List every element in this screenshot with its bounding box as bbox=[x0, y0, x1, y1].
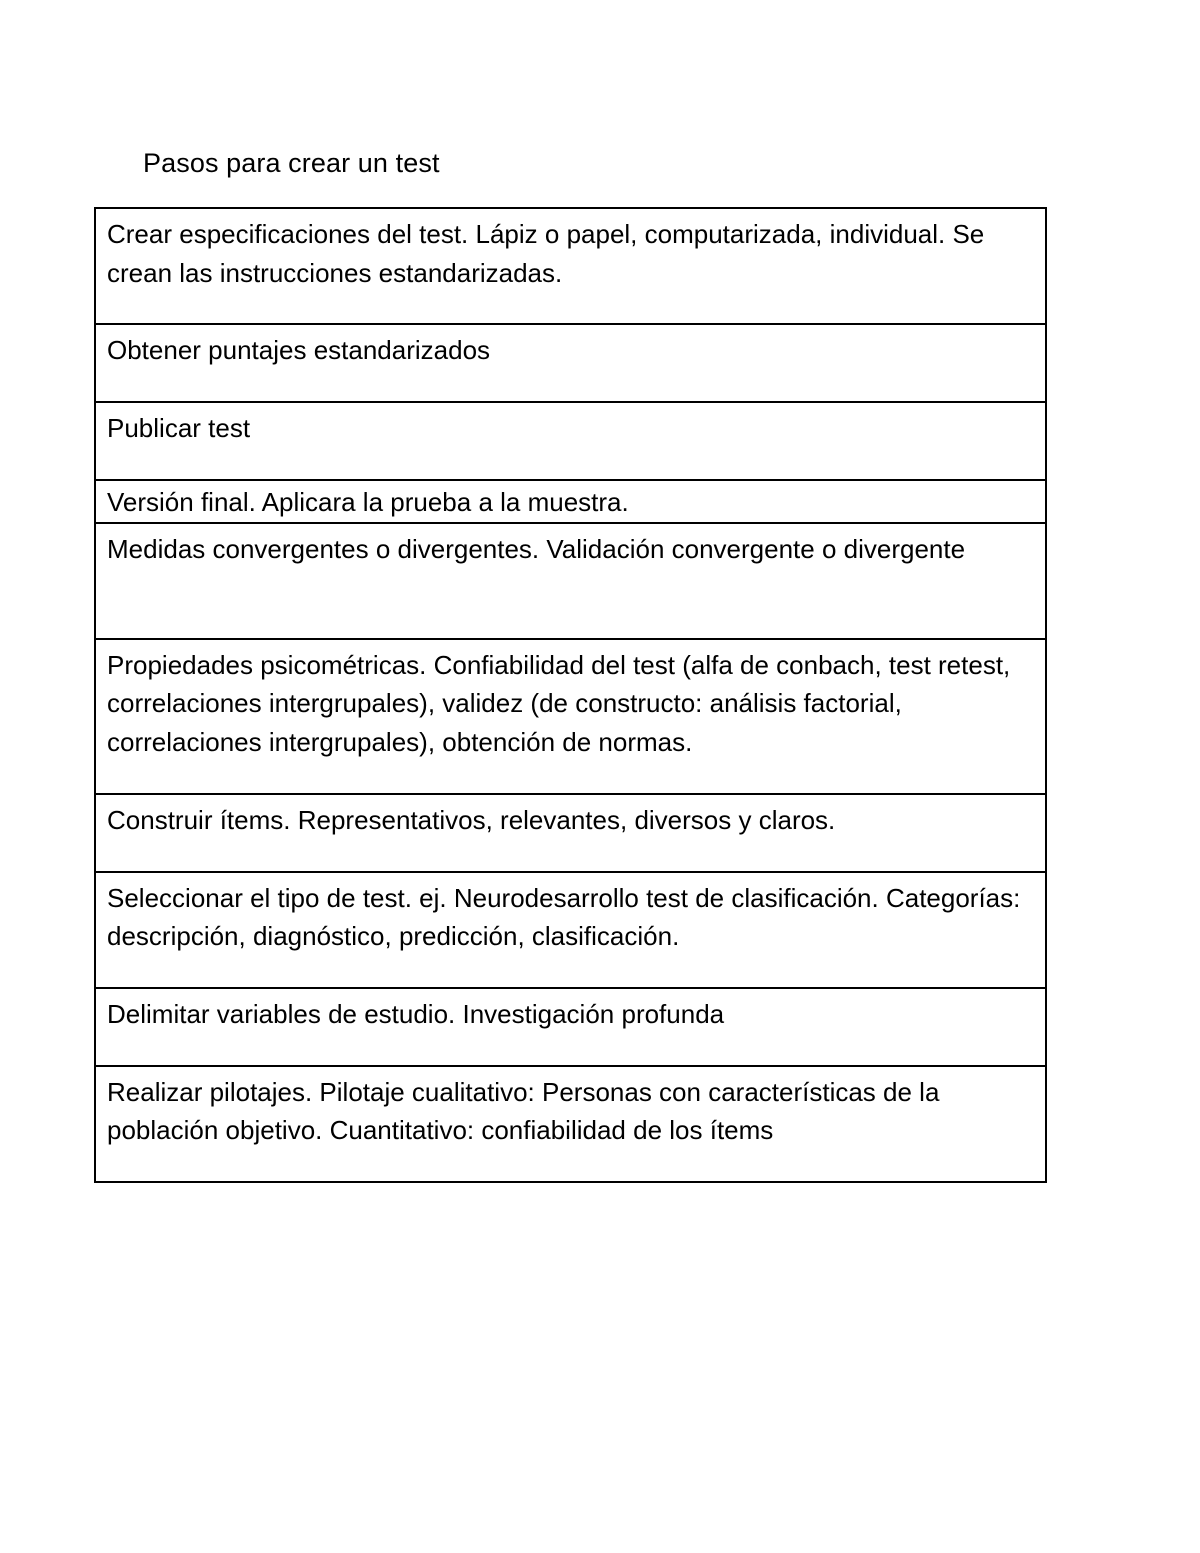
table-cell: Medidas convergentes o divergentes. Validación convergente o divergente bbox=[95, 523, 1046, 639]
table-row bbox=[95, 523, 1046, 639]
table-row bbox=[95, 324, 1046, 402]
table-row bbox=[95, 402, 1046, 480]
table-row bbox=[95, 208, 1046, 324]
table-row bbox=[95, 1066, 1046, 1182]
table-cell: Realizar pilotajes. Pilotaje cualitativo: Personas con características de la población objetivo. Cuantitativo: confiabilidad de los ítems bbox=[95, 1066, 1046, 1182]
table-row bbox=[95, 480, 1046, 523]
table-cell: Versión final. Aplicara la prueba a la muestra. bbox=[95, 480, 1046, 523]
table-row bbox=[95, 872, 1046, 988]
table-cell: Delimitar variables de estudio. Investigación profunda bbox=[95, 988, 1046, 1066]
table-row bbox=[95, 794, 1046, 872]
table-cell: Crear especificaciones del test. Lápiz o papel, computarizada, individual. Se crean las instrucciones estandarizadas. bbox=[95, 208, 1046, 324]
table-cell: Publicar test bbox=[95, 402, 1046, 480]
steps-table bbox=[94, 207, 1047, 1183]
page-title: Pasos para crear un test bbox=[143, 148, 440, 178]
table-cell: Seleccionar el tipo de test. ej. Neurodesarrollo test de clasificación. Categorías: descripción, diagnóstico, predicción, clasificación. bbox=[95, 872, 1046, 988]
table-row bbox=[95, 639, 1046, 794]
table-row bbox=[95, 988, 1046, 1066]
table-cell: Obtener puntajes estandarizados bbox=[95, 324, 1046, 402]
table-cell: Propiedades psicométricas. Confiabilidad del test (alfa de conbach, test retest, correlaciones intergrupales), validez (de constructo: análisis factorial, correlaciones intergrupales), obtención de normas. bbox=[95, 639, 1046, 794]
table-cell: Construir ítems. Representativos, relevantes, diversos y claros. bbox=[95, 794, 1046, 872]
